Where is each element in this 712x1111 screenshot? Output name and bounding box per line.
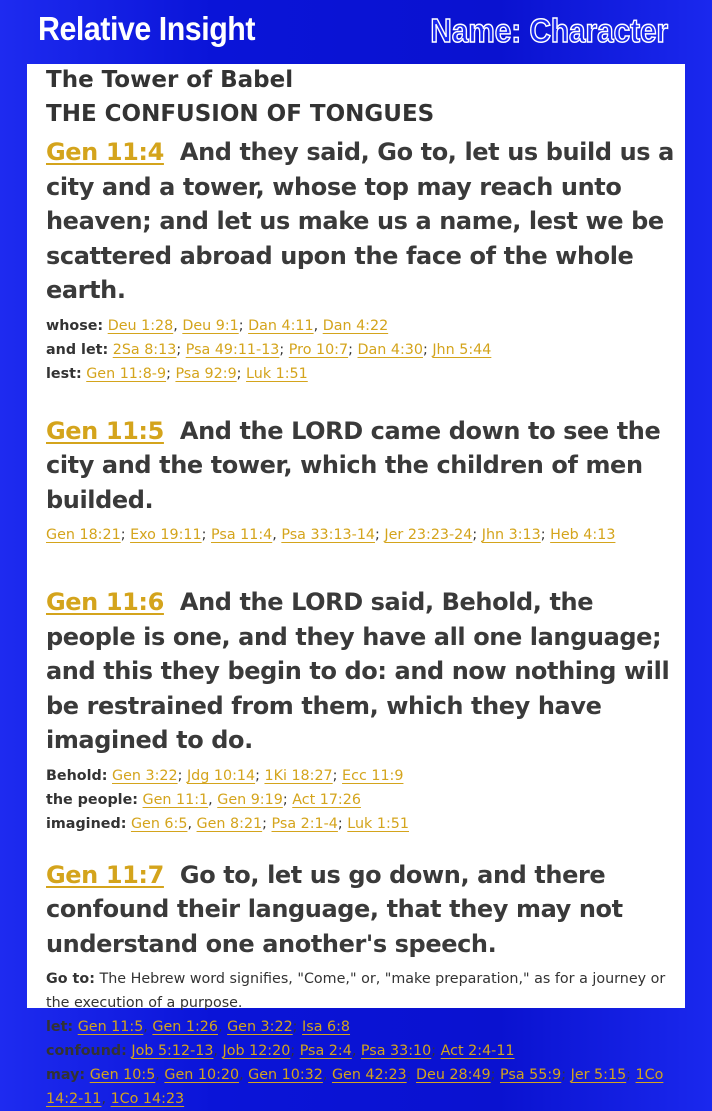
xref-link[interactable]: Pro 10:7 [289,342,348,358]
note-line: whose: Deu 1:28, Deu 9:1; Dan 4:11, Dan 4:22 [46,314,685,338]
verse-block [46,858,685,1111]
verse-ref-link[interactable]: Gen 11:6 [46,588,164,616]
xref-link[interactable]: 1Co 14:23 [111,1091,185,1107]
verse-block [46,585,685,836]
note-label: lest: [46,366,82,382]
note-line: may: Gen 10:5, Gen 10:20, Gen 10:32, Gen 42:23; Deu 28:49; Psa 55:9; Jer 5:15; 1Co 14:2-11, 1Co 14:23 [46,1063,685,1111]
xref-link[interactable]: Jhn 5:44 [432,342,491,358]
note-label: let: [46,1019,73,1035]
xref-link[interactable]: Gen 6:5 [131,816,188,832]
xref-link[interactable]: Jer 5:15 [571,1067,627,1083]
xref-link[interactable]: Deu 9:1 [182,318,238,334]
note-line: lest: Gen 11:8-9; Psa 92:9; Luk 1:51 [46,362,685,386]
note-line: the people: Gen 11:1, Gen 9:19; Act 17:26 [46,788,685,812]
xref-link[interactable]: Gen 9:19 [217,792,283,808]
note-label: imagined: [46,816,126,832]
xref-link[interactable]: Psa 33:10 [361,1043,431,1059]
xref-link[interactable]: Gen 1:26 [152,1019,218,1035]
document-content [27,65,685,1111]
note-label: whose: [46,318,103,334]
document-page [27,64,685,1008]
verse-block [46,414,685,548]
app-header [0,0,712,64]
verse-ref-link[interactable]: Gen 11:4 [46,138,164,166]
note-label: Behold: [46,768,107,784]
verse-ref-link[interactable]: Gen 11:5 [46,417,164,445]
xref-link[interactable]: Gen 10:20 [164,1067,239,1083]
xref-link[interactable]: Psa 92:9 [175,366,236,382]
xref-link[interactable]: Job 5:12-13 [131,1043,213,1059]
note-label: Go to: [46,971,95,987]
xref-link[interactable]: Luk 1:51 [347,816,409,832]
xref-link[interactable]: Luk 1:51 [246,366,308,382]
xref-link[interactable]: Psa 11:4 [211,527,272,543]
note-label: may: [46,1067,85,1083]
xref-link[interactable]: Dan 4:11 [248,318,313,334]
xref-link[interactable]: Deu 1:28 [108,318,174,334]
cross-refs [46,967,685,1111]
note-line: imagined: Gen 6:5, Gen 8:21; Psa 2:1-4; Luk 1:51 [46,812,685,836]
verse-body: And the LORD said, Behold, the people is one, and they have all one language; and this they begin to do: and now nothing will be restrained from them, which they have imagined to do. [46,588,669,754]
note-label: and let: [46,342,108,358]
xref-link[interactable]: Gen 3:22 [112,768,178,784]
note-line: confound: Job 5:12-13, Job 12:20; Psa 2:4, Psa 33:10; Act 2:4-11 [46,1039,685,1063]
xref-link[interactable]: Job 12:20 [223,1043,291,1059]
verse-text [46,585,685,758]
verse-text [46,414,685,518]
xref-link[interactable]: Jer 23:23-24 [384,527,472,543]
xref-link[interactable]: 2Sa 8:13 [113,342,177,358]
note-label: the people: [46,792,138,808]
xref-link[interactable]: Psa 2:1-4 [272,816,338,832]
xref-link[interactable]: Psa 33:13-14 [281,527,375,543]
xref-link[interactable]: Gen 11:8-9 [86,366,166,382]
xref-link[interactable]: Ecc 11:9 [342,768,403,784]
note-line: Behold: Gen 3:22; Jdg 10:14; 1Ki 18:27; Ecc 11:9 [46,764,685,788]
xref-link[interactable]: Jdg 10:14 [187,768,255,784]
xref-link[interactable]: Isa 6:8 [302,1019,350,1035]
note-label: confound: [46,1043,127,1059]
note-line: Gen 18:21; Exo 19:11; Psa 11:4, Psa 33:13-14; Jer 23:23-24; Jhn 3:13; Heb 4:13 [46,523,685,547]
xref-link[interactable]: Psa 49:11-13 [186,342,280,358]
xref-link[interactable]: 1Co 14:2-11 [46,1067,663,1107]
verse-text [46,135,685,308]
xref-link[interactable]: Gen 8:21 [197,816,263,832]
brand-title: Relative Insight [38,10,255,48]
note-line [46,967,685,1015]
xref-link[interactable]: Gen 10:32 [248,1067,323,1083]
cross-refs [46,314,685,386]
verse-body: And the LORD came down to see the city and the tower, which the children of men builded. [46,417,660,514]
xref-link[interactable]: Psa 55:9 [500,1067,561,1083]
xref-link[interactable]: Gen 18:21 [46,527,121,543]
note-text: The Hebrew word signifies, "Come," or, "make preparation," as for a journey or the execution of a purpose. [46,971,665,1011]
note-line: let: Gen 11:5, Gen 1:26, Gen 3:22; Isa 6:8 [46,1015,685,1039]
xref-link[interactable]: 1Ki 18:27 [264,768,332,784]
xref-link[interactable]: Gen 3:22 [227,1019,293,1035]
xref-link[interactable]: Deu 28:49 [416,1067,491,1083]
xref-link[interactable]: Gen 11:5 [78,1019,144,1035]
verse-block [46,135,685,386]
page-subtitle: THE CONFUSION OF TONGUES [46,99,685,129]
xref-link[interactable]: Jhn 3:13 [482,527,541,543]
xref-link[interactable]: Exo 19:11 [130,527,202,543]
xref-link[interactable]: Gen 10:5 [90,1067,156,1083]
xref-link[interactable]: Psa 2:4 [300,1043,352,1059]
verse-body: And they said, Go to, let us build us a city and a tower, whose top may reach unto heaven; and let us make us a name, lest we be scattered abroad upon the face of the whole earth. [46,138,674,304]
xref-link[interactable]: Heb 4:13 [550,527,615,543]
xref-link[interactable]: Act 17:26 [292,792,361,808]
header-tag: Name: Character [430,12,668,50]
verse-text [46,858,685,962]
xref-link[interactable]: Act 2:4-11 [441,1043,515,1059]
xref-link[interactable]: Dan 4:30 [357,342,422,358]
verse-body: Go to, let us go down, and there confound their language, that they may not understand one another's speech. [46,861,623,958]
verse-ref-link[interactable]: Gen 11:7 [46,861,164,889]
page-title: The Tower of Babel [46,65,685,95]
xref-link[interactable]: Gen 42:23 [332,1067,407,1083]
cross-refs [46,523,685,547]
xref-link[interactable]: Gen 11:1 [143,792,209,808]
xref-link[interactable]: Dan 4:22 [323,318,388,334]
note-line: and let: 2Sa 8:13; Psa 49:11-13; Pro 10:7; Dan 4:30; Jhn 5:44 [46,338,685,362]
cross-refs [46,764,685,836]
